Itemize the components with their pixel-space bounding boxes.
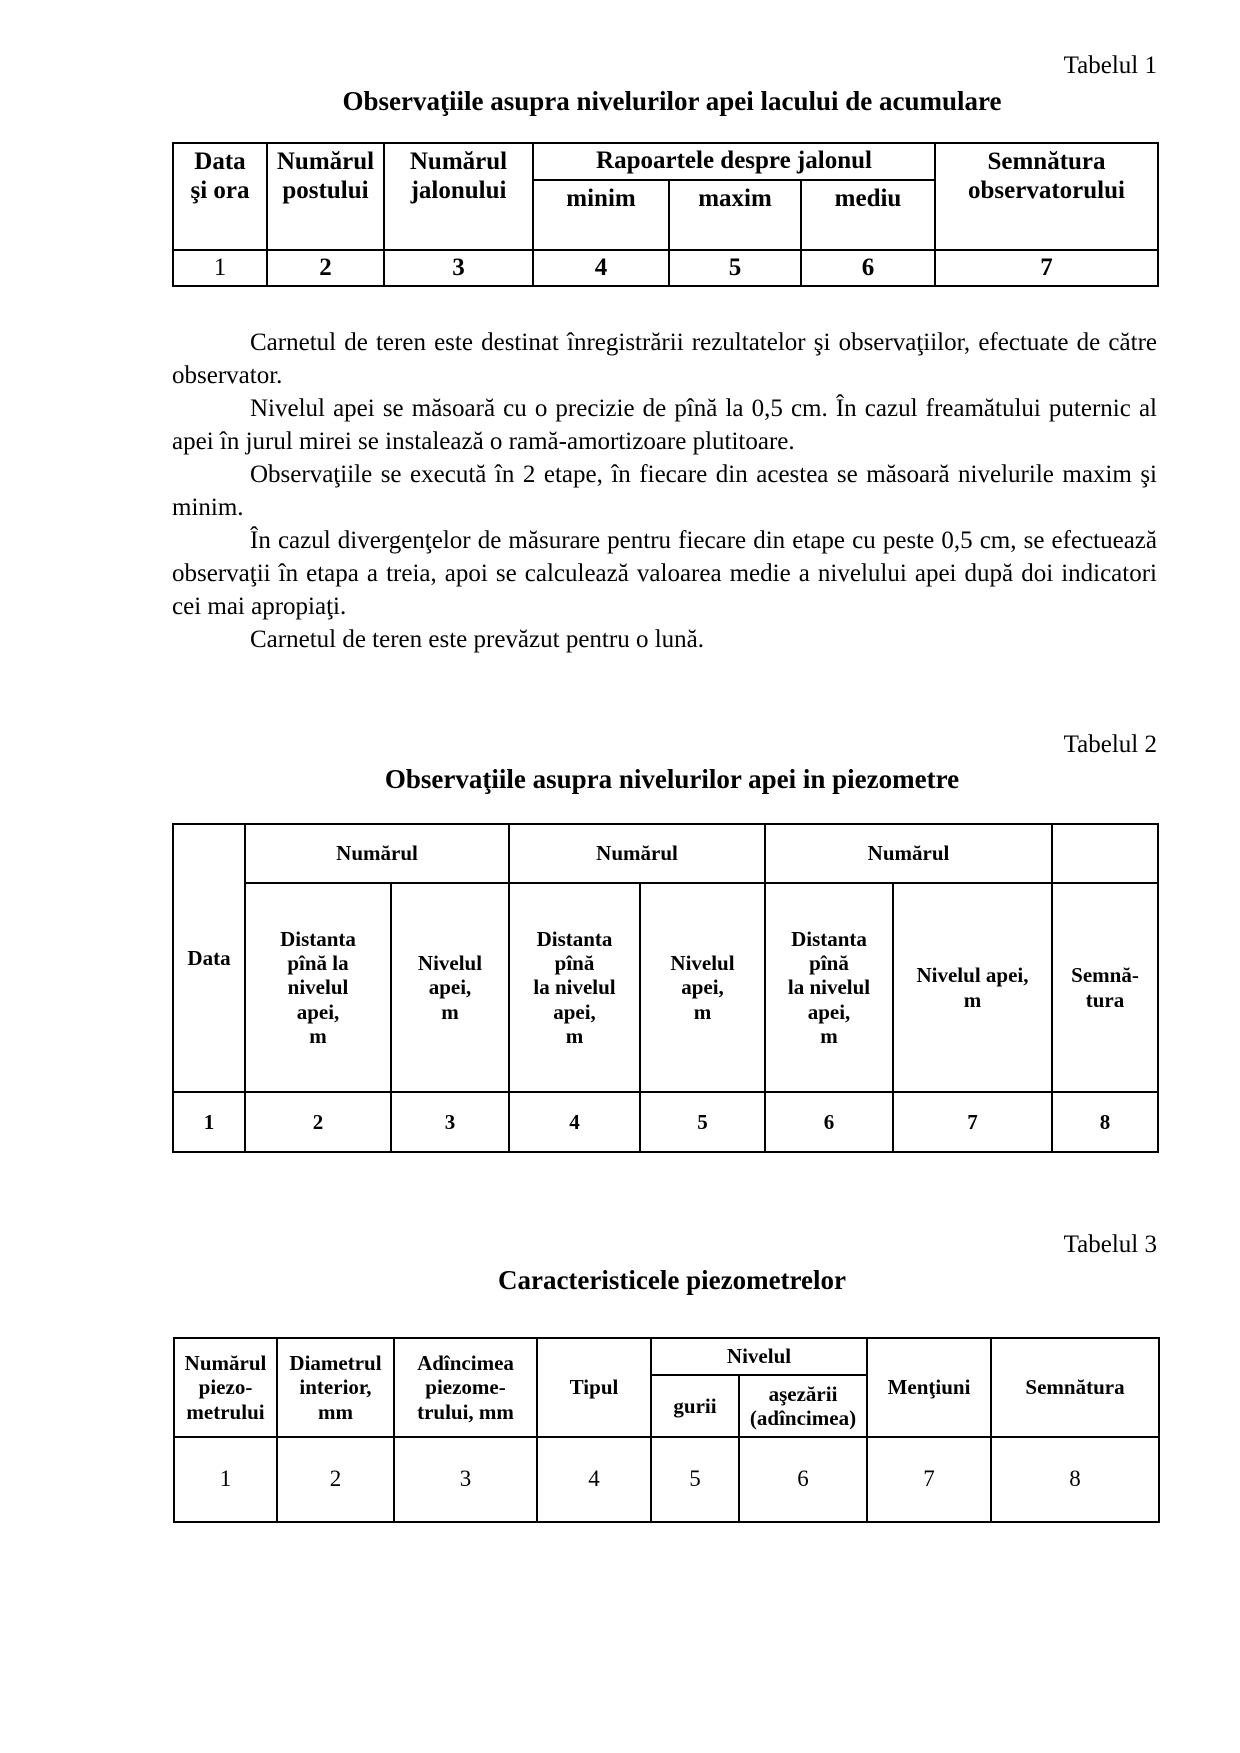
paragraph: În cazul divergenţelor de măsurare pentru fiecare din etape cu peste 0,5 cm, se efectuează observaţii în etapa a treia, apoi se calculează valoarea medie a nivelului apei după doi indicatori cei mai apropiaţi. bbox=[172, 527, 1157, 620]
header-distanta-3: Distanta pînă la nivelul apei, m bbox=[765, 883, 893, 1092]
column-number: 8 bbox=[991, 1437, 1159, 1522]
column-number: 6 bbox=[801, 250, 935, 286]
header-numarul-piezometrului: Numărul piezo- metrului bbox=[174, 1338, 277, 1437]
header-tipul: Tipul bbox=[537, 1338, 651, 1437]
column-number: 5 bbox=[640, 1092, 765, 1152]
paragraph: Nivelul apei se măsoară cu o precizie de pînă la 0,5 cm. În cazul freamătului puternic al apei în jurul mirei se instalează o ramă-amortizoare plutitoare. bbox=[172, 395, 1157, 455]
header-empty bbox=[1052, 824, 1158, 883]
column-number: 2 bbox=[267, 250, 384, 286]
header-semnatura-observatorului: Semnătura observatorului bbox=[935, 143, 1158, 250]
header-adincimea: Adîncimea piezome- trului, mm bbox=[394, 1338, 537, 1437]
header-nivelul-1: Nivelul apei, m bbox=[391, 883, 509, 1092]
header-gurii: gurii bbox=[651, 1375, 739, 1437]
table3-label: Tabelul 3 bbox=[1063, 1231, 1157, 1258]
column-number: 2 bbox=[277, 1437, 394, 1522]
body-text bbox=[172, 326, 1157, 656]
column-number: 1 bbox=[174, 1437, 277, 1522]
column-number: 5 bbox=[669, 250, 801, 286]
column-number: 7 bbox=[893, 1092, 1052, 1152]
table3-title: Caracteristicele piezometrelor bbox=[497, 1265, 847, 1295]
column-number: 6 bbox=[739, 1437, 867, 1522]
header-nivelul: Nivelul bbox=[651, 1338, 867, 1375]
header-numarul-3: Numărul bbox=[765, 824, 1052, 883]
header-minim: minim bbox=[533, 180, 669, 250]
header-data: Data bbox=[173, 824, 245, 1092]
header-numarul-jalonului: Numărul jalonului bbox=[384, 143, 533, 250]
table2-title: Observaţiile asupra nivelurilor apei in piezometre bbox=[384, 764, 960, 794]
column-number: 7 bbox=[867, 1437, 991, 1522]
table1-title: Observaţiile asupra nivelurilor apei lacului de acumulare bbox=[342, 86, 1002, 116]
column-number: 8 bbox=[1052, 1092, 1158, 1152]
paragraph: Carnetul de teren este destinat înregistrării rezultatelor şi observaţiilor, efectuate de către observator. bbox=[172, 329, 1157, 389]
table2 bbox=[172, 823, 1159, 1153]
header-semnatura: Semnătura bbox=[991, 1338, 1159, 1437]
header-asezarii: aşezării (adîncimea) bbox=[739, 1375, 867, 1437]
paragraph: Carnetul de teren este prevăzut pentru o lună. bbox=[250, 626, 704, 653]
column-number: 4 bbox=[533, 250, 669, 286]
header-numarul-postului: Numărul postului bbox=[267, 143, 384, 250]
column-number: 5 bbox=[651, 1437, 739, 1522]
column-number: 3 bbox=[384, 250, 533, 286]
header-nivelul-2: Nivelul apei, m bbox=[640, 883, 765, 1092]
column-number: 3 bbox=[394, 1437, 537, 1522]
column-number: 6 bbox=[765, 1092, 893, 1152]
table1 bbox=[172, 142, 1159, 287]
column-number: 2 bbox=[245, 1092, 391, 1152]
header-rapoartele: Rapoartele despre jalonul bbox=[533, 143, 935, 180]
header-nivelul-3: Nivelul apei, m bbox=[893, 883, 1052, 1092]
table1-label: Tabelul 1 bbox=[1063, 52, 1157, 79]
paragraph: Observaţiile se execută în 2 etape, în fiecare din acestea se măsoară nivelurile maxim şi minim. bbox=[172, 461, 1157, 521]
header-diametrul-interior: Diametrul interior, mm bbox=[277, 1338, 394, 1437]
header-mediu: mediu bbox=[801, 180, 935, 250]
header-distanta-2: Distanta pînă la nivelul apei, m bbox=[509, 883, 640, 1092]
column-number: 1 bbox=[173, 1092, 245, 1152]
column-number: 4 bbox=[509, 1092, 640, 1152]
header-numarul-1: Numărul bbox=[245, 824, 509, 883]
header-maxim: maxim bbox=[669, 180, 801, 250]
table-row bbox=[173, 250, 1158, 286]
table-row bbox=[173, 1092, 1158, 1152]
column-number: 1 bbox=[173, 250, 267, 286]
header-distanta-1: Distanta pînă la nivelul apei, m bbox=[245, 883, 391, 1092]
column-number: 4 bbox=[537, 1437, 651, 1522]
header-semnatura: Semnă- tura bbox=[1052, 883, 1158, 1092]
column-number: 7 bbox=[935, 250, 1158, 286]
table2-label: Tabelul 2 bbox=[1063, 731, 1157, 758]
header-mentiuni: Menţiuni bbox=[867, 1338, 991, 1437]
header-data-si-ora: Data şi ora bbox=[173, 143, 267, 250]
table3 bbox=[173, 1337, 1160, 1523]
header-numarul-2: Numărul bbox=[509, 824, 765, 883]
column-number: 3 bbox=[391, 1092, 509, 1152]
table-row bbox=[174, 1437, 1159, 1522]
